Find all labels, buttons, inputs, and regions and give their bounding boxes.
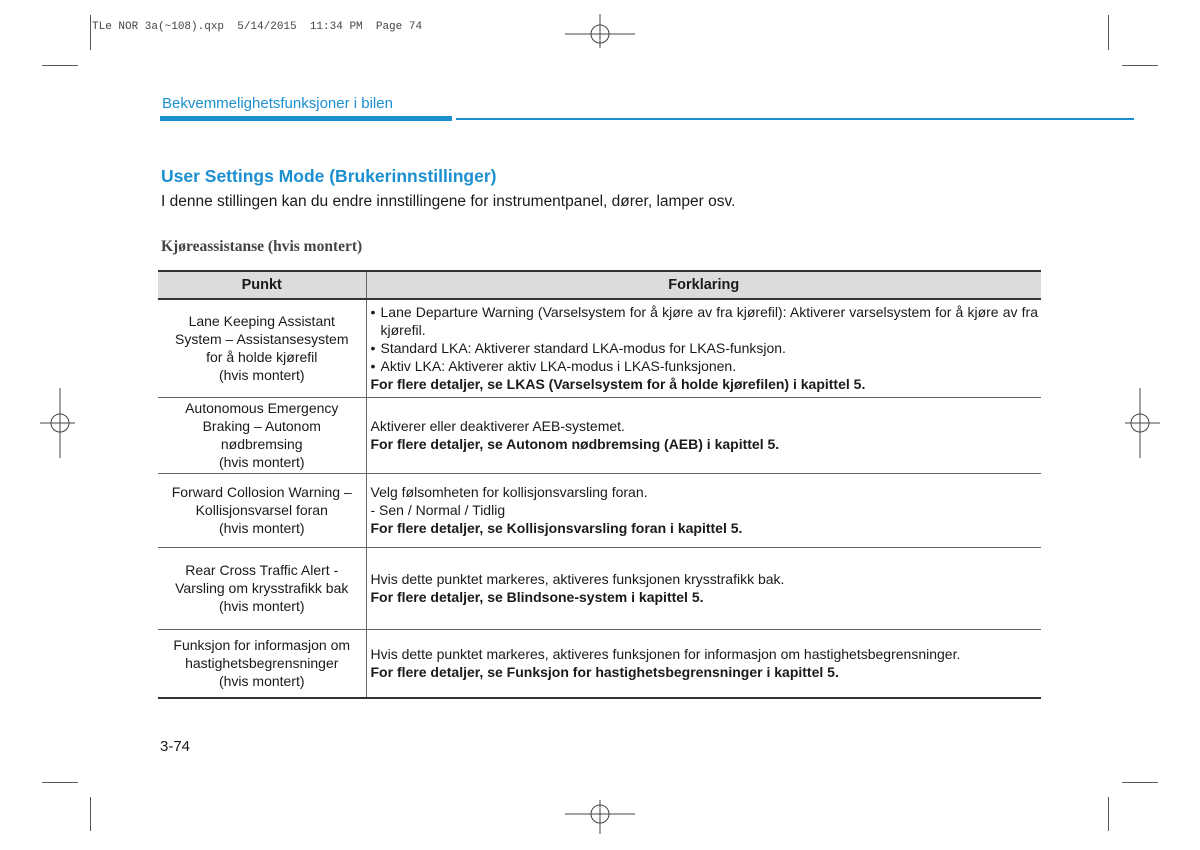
reference-note: For flere detaljer, se Funksjon for hastighetsbegrensninger i kapittel 5. [370,664,839,681]
punkt-cell [158,299,366,397]
bullet-item [371,357,1039,375]
bullet-text: Standard LKA: Aktiverer standard LKA-modus for LKAS-funksjon. [380,340,786,357]
reference-note: For flere detaljer, se Blindsone-system i kapittel 5. [370,589,704,605]
intro-text: I denne stillingen kan du endre innstillingene for instrumentpanel, dører, lamper osv. [161,193,736,210]
column-header-forklaring: Forklaring [366,271,1041,299]
crop-mark [1122,65,1158,66]
bullet-text: Lane Departure Warning (Varselsystem for å kjøre av fra kjørefil): Aktiverer varselsystem for å kjøre av fra kjørefil. [380,304,1038,339]
registration-mark-icon [25,388,95,458]
forklaring-cell [366,473,1041,547]
forklaring-cell [366,397,1041,473]
punkt-line: Forward Collosion Warning – [171,484,352,500]
crop-mark [90,797,91,831]
crop-mark [42,782,78,783]
crop-mark [42,65,78,66]
registration-mark-icon [1105,388,1175,458]
table-header-row [158,271,1041,299]
header-rule-thin [456,118,1134,120]
registration-mark-icon [565,780,635,850]
bullet-icon: • [370,304,376,321]
punkt-cell [158,547,366,629]
forklaring-cell [366,547,1041,629]
explanation-line: Hvis dette punktet markeres, aktiveres funksjonen krysstrafikk bak. [370,571,785,587]
table-row [158,397,1041,473]
bullet-item [371,339,1039,357]
section-title: Bekvemmelighetsfunksjoner i bilen [162,95,393,112]
punkt-line: Varsling om krysstrafikk bak [175,580,349,596]
punkt-line: hastighetsbegrensninger [185,655,339,672]
punkt-line: (hvis montert) [218,673,305,690]
forklaring-cell [366,299,1041,397]
punkt-line: Rear Cross Traffic Alert - [185,562,339,578]
page-heading: User Settings Mode (Brukerinnstillinger) [161,166,497,186]
reference-note: For flere detaljer, se Autonom nødbremsing (AEB) i kapittel 5. [370,436,780,452]
table-row [158,473,1041,547]
punkt-cell [158,473,366,547]
punkt-line: Lane Keeping Assistant [188,313,335,330]
table-row [158,299,1041,397]
punkt-line: (hvis montert) [218,598,305,614]
punkt-line: Autonomous Emergency [185,400,339,416]
crop-mark [1108,15,1109,50]
section-header [160,95,1134,123]
registration-mark-icon [565,0,635,70]
punkt-line: nødbremsing [220,436,303,452]
punkt-line: (hvis montert) [218,367,305,384]
reference-note: For flere detaljer, se Kollisjonsvarsling foran i kapittel 5. [370,520,743,536]
explanation-line: Velg følsomheten for kollisjonsvarsling foran. [370,484,648,500]
punkt-line: Braking – Autonom [202,418,321,434]
table-row [158,629,1041,698]
bullet-icon: • [370,358,376,375]
print-slug: TLe NOR 3a(~108).qxp 5/14/2015 11:34 PM Page 74 [92,21,423,33]
punkt-line: (hvis montert) [218,454,305,470]
reference-note: For flere detaljer, se LKAS (Varselsystem for å holde kjørefilen) i kapittel 5. [370,376,866,393]
bullet-text: Aktiv LKA: Aktiverer aktiv LKA-modus i LKAS-funksjonen. [380,358,737,375]
table-row [158,547,1041,629]
explanation-line: Aktiverer eller deaktiverer AEB-systemet. [370,418,625,434]
punkt-line: Funksjon for informasjon om [173,637,351,654]
page-number: 3-74 [160,738,191,755]
punkt-cell [158,397,366,473]
crop-mark [90,15,91,50]
settings-table [158,270,1041,699]
crop-mark [1108,797,1109,831]
explanation-line: Hvis dette punktet markeres, aktiveres funksjonen for informasjon om hastighetsbegrensninger. [370,646,961,663]
explanation-line: - Sen / Normal / Tidlig [370,502,506,518]
punkt-cell [158,629,366,698]
punkt-line: (hvis montert) [218,520,305,536]
punkt-line: for å holde kjørefil [206,349,318,366]
table-subheading: Kjøreassistanse (hvis montert) [161,238,363,255]
forklaring-cell [366,629,1041,698]
bullet-item [371,303,1039,339]
punkt-line: Kollisjonsvarsel foran [195,502,328,518]
bullet-icon: • [370,340,376,357]
column-header-punkt: Punkt [158,271,366,299]
crop-mark [1122,782,1158,783]
punkt-line: System – Assistansesystem [174,331,349,348]
header-rule-thick [160,116,452,121]
